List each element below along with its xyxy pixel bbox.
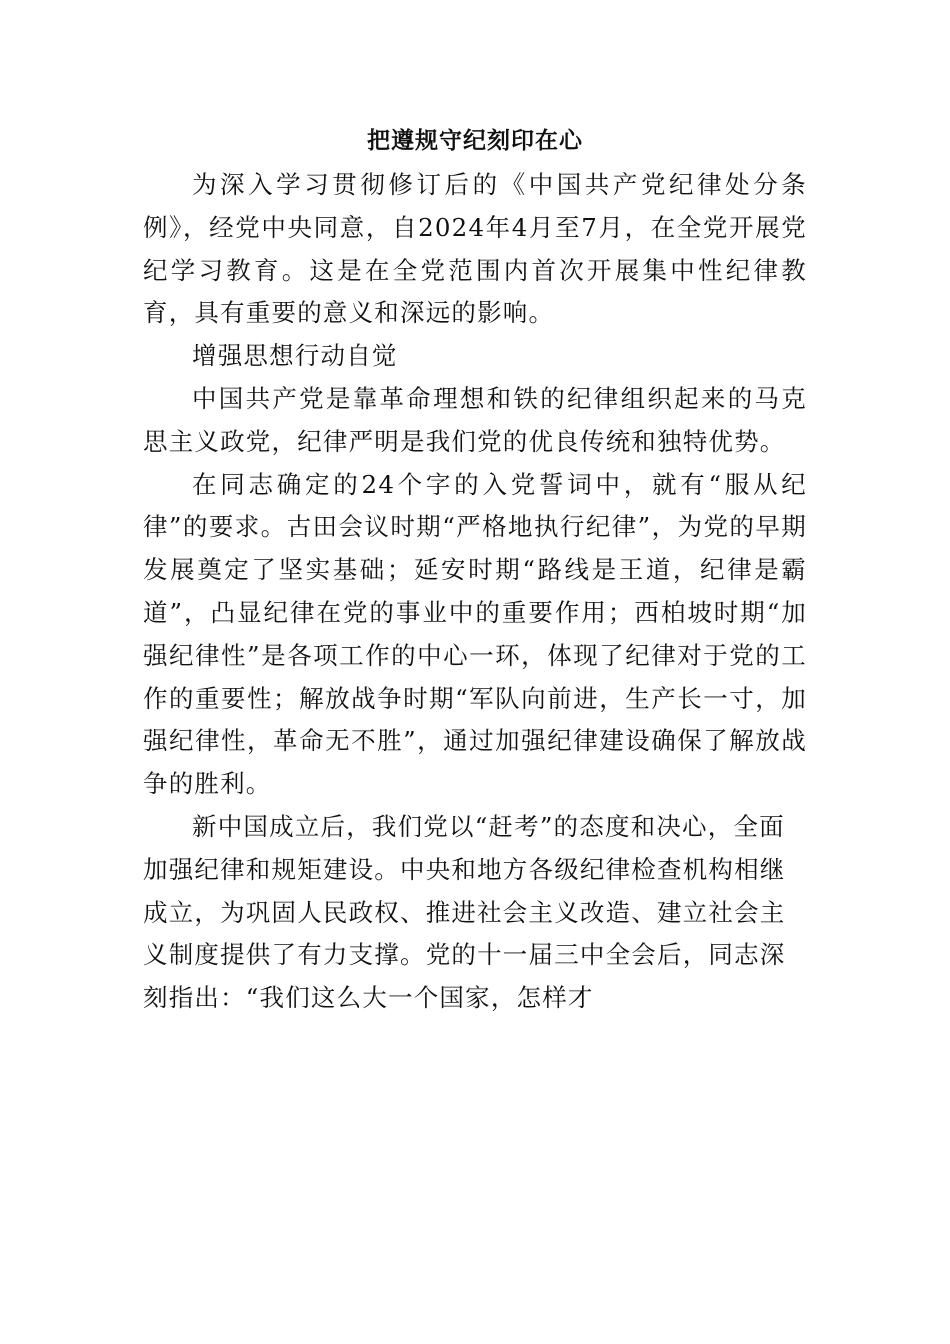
paragraph-history: 在同志确定的24个字的入党誓词中，就有“服从纪律”的要求。古田会议时期“严格地执行纪律”，为党的早期发展奠定了坚实基础；延安时期“路线是王道，纪律是霸道”，凸显纪律在党的事业中的重要作用；西柏坡时期“加强纪律性”是各项工作的中心一环，体现了纪律对于党的工作的重要性；解放战争时期“军队向前进，生产长一寸，加强纪律性，革命无不胜”，通过加强纪律建设确保了解放战争的胜利。 bbox=[143, 469, 807, 799]
section-heading: 增强思想行动自觉 bbox=[192, 341, 398, 371]
paragraph-intro: 为深入学习贯彻修订后的《中国共产党纪律处分条例》，经党中央同意，自2024年4月至7月，在全党开展党纪学习教育。这是在全党范围内首次开展集中性纪律教育，具有重要的意义和深远的影响。 bbox=[143, 170, 807, 328]
document-body bbox=[143, 118, 807, 1020]
paragraph-party-discipline: 中国共产党是靠革命理想和铁的纪律组织起来的马克思主义政党，纪律严明是我们党的优良传统和独特优势。 bbox=[143, 383, 807, 456]
paragraph-new-china: 新中国成立后，我们党以“赶考”的态度和决心，全面加强纪律和规矩建设。中央和地方各级纪律检查机构相继成立，为巩固人民政权、推进社会主义改造、建立社会主义制度提供了有力支撑。党的十一届三中全会后，同志深刻指出：“我们这么大一个国家，怎样才 bbox=[143, 811, 786, 1013]
document-title: 把遵规守纪刻印在心 bbox=[367, 127, 583, 154]
